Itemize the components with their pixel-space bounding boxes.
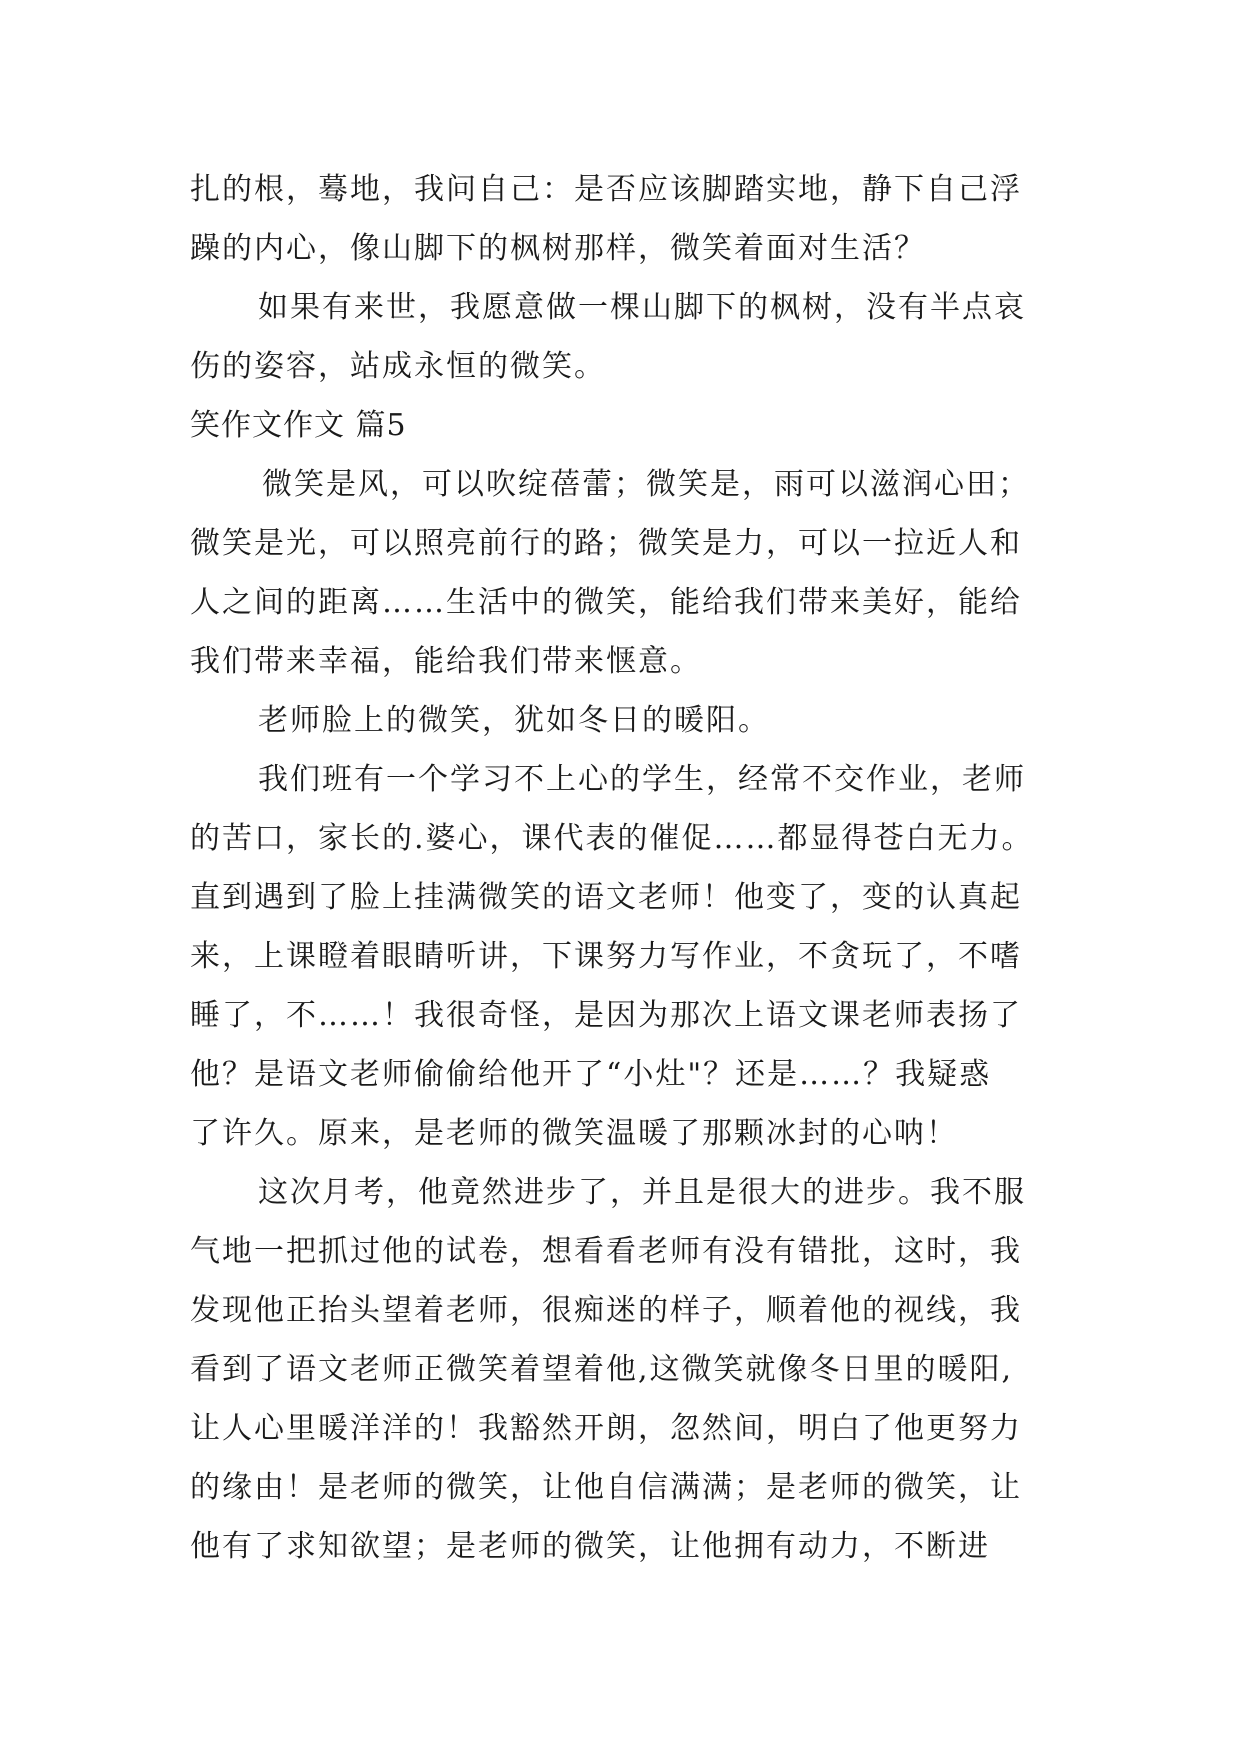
text-line: 他？是语文老师偷偷给他开了“小灶"？还是……？我疑惑 — [190, 1057, 992, 1092]
text-line: 老师脸上的微笑，犹如冬日的暖阳。 — [258, 703, 770, 738]
text-line: 扎的根，蓦地，我问自己：是否应该脚踏实地，静下自己浮 — [190, 172, 1022, 207]
text-line: 他有了求知欲望；是老师的微笑，让他拥有动力，不断进 — [190, 1529, 990, 1564]
text-line: 这次月考，他竟然进步了，并且是很大的进步。我不服 — [258, 1175, 1026, 1210]
text-line: 躁的内心，像山脚下的枫树那样，微笑着面对生活？ — [190, 231, 926, 266]
text-line: 我们带来幸福，能给我们带来惬意。 — [190, 644, 702, 679]
text-line: 了许久。原来，是老师的微笑温暖了那颗冰封的心呐！ — [190, 1116, 958, 1151]
text-line: 人之间的距离……生活中的微笑，能给我们带来美好，能给 — [190, 585, 1022, 620]
text-line: 微笑是风，可以吹绽蓓蕾；微笑是，雨可以滋润心田； — [262, 467, 1030, 502]
essay-body — [190, 160, 1070, 1576]
text-line: 的缘由！是老师的微笑，让他自信满满；是老师的微笑，让 — [190, 1470, 1022, 1505]
text-line: 让人心里暖洋洋的！我豁然开朗，忽然间，明白了他更努力 — [190, 1411, 1022, 1446]
text-line: 看到了语文老师正微笑着望着他,这微笑就像冬日里的暖阳, — [190, 1352, 1014, 1387]
text-line: 气地一把抓过他的试卷，想看看老师有没有错批，这时，我 — [190, 1234, 1022, 1269]
text-line: 微笑是光，可以照亮前行的路；微笑是力，可以一拉近人和 — [190, 526, 1022, 561]
text-line: 直到遇到了脸上挂满微笑的语文老师！他变了，变的认真起 — [190, 880, 1022, 915]
text-line: 发现他正抬头望着老师，很痴迷的样子，顺着他的视线，我 — [190, 1293, 1022, 1328]
text-line: 睡了，不……！我很奇怪，是因为那次上语文课老师表扬了 — [190, 998, 1022, 1033]
text-line: 伤的姿容，站成永恒的微笑。 — [190, 349, 606, 384]
text-line: 如果有来世，我愿意做一棵山脚下的枫树，没有半点哀 — [258, 290, 1026, 325]
text-line: 的苦口，家长的.婆心，课代表的催促……都显得苍白无力。 — [190, 821, 1034, 856]
text-line: 我们班有一个学习不上心的学生，经常不交作业，老师 — [258, 762, 1026, 797]
text-line: 来，上课瞪着眼睛听讲，下课努力写作业，不贪玩了，不嗜 — [190, 939, 1022, 974]
section-heading: 笑作文作文 篇5 — [190, 408, 407, 443]
